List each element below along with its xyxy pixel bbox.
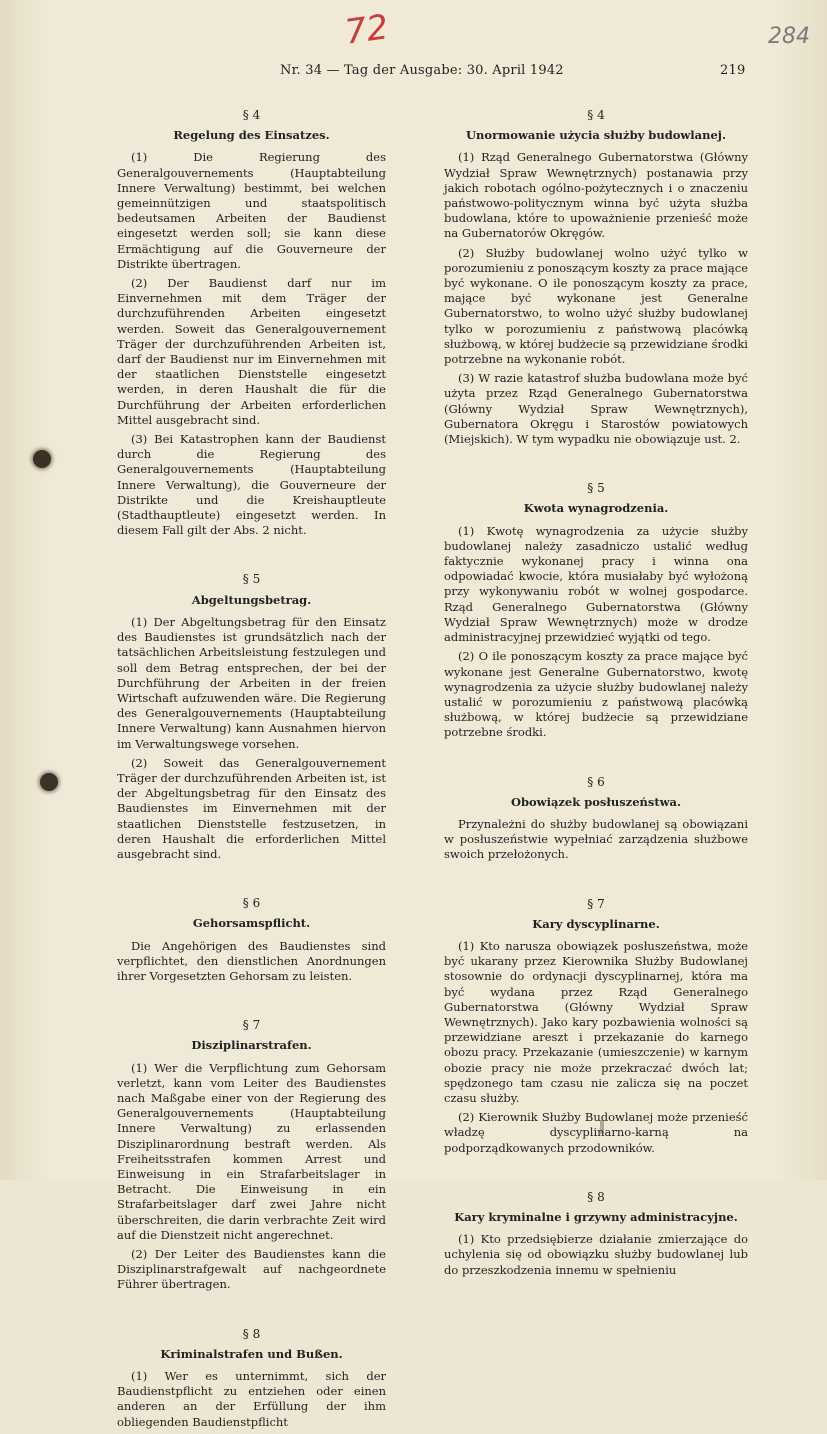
section-spacer [117,1297,386,1321]
section-title: Kary dyscyplinarne. [532,916,660,931]
section-title: Disziplinarstrafen. [191,1038,312,1053]
handwritten-pencil-mark: 284 [768,24,810,49]
paragraph: (2) Służby budowlanej wolno użyć tylko w porozumieniu z ponoszącym koszty za prace mające być wykonane. O ile ponoszącym koszty za prace, mające być wykonane jest Generalne Gubernatorstwo, to wolno użyć służby budowlanej tylko w porozumieniu z państwową placówką służbową, w której budżecie są przewidziane środki potrzebne na wykonanie robót. [444,245,748,367]
paragraph: (1) Die Regierung des Generalgouvernements (Hauptabteilung Innere Verwaltung) bestimmt, bei welchen gemeinnützigen und staatspolitisch bedeutsamen Arbeiten der Baudienst eingesetzt werden soll; sie kann diese Ermächtigung auf die Gouverneure der Distrikte übertragen. [117,150,386,271]
german-column [117,102,386,1434]
section-number: § 7 [587,896,605,911]
section-number: § 6 [242,896,261,911]
paragraph: (2) Der Leiter des Baudienstes kann die Disziplinarstrafgewalt auf nachgeordnete Führer übertragen. [117,1247,386,1292]
paragraph: (3) Bei Katastrophen kann der Baudienst durch die Regierung des Generalgouvernements (Hauptabteilung Innere Verwaltung), die Gouverneure der Distrikte und die Kreishauptleute (Stadthauptleute) eingesetzt werden. In diesem Fall gilt der Abs. 2 nicht. [117,432,386,538]
paragraph: (2) Soweit das Generalgouvernement Träger der durchzuführenden Arbeiten ist, ist der Abgeltungsbetrag für den Einsatz des Baudienstes im Einvernehmen mit der staatlichen Dienststelle festzusetzen, in deren Haushalt die erforderlichen Mittel ausgebracht sind. [117,755,386,861]
punch-hole [33,450,51,468]
paragraph: (1) Kto przedsiębierze działanie zmierzające do uchylenia się od obowiązku służby budowlanej lub do przeszkodzenia innemu w spełnieniu [444,1232,748,1277]
section-number: § 5 [587,481,605,496]
section-number: § 8 [587,1189,605,1204]
paragraph: (3) W razie katastrof służba budowlana może być użyta przez Rząd Generalnego Gubernatorstwa (Główny Wydział Spraw Wewnętrznych), Gubernatora Okręgu i Starostów powiatowych (Miejskich). W tym wypadku nie obowiązuje ust. 2. [444,371,748,447]
section-number: § 4 [587,108,605,122]
section-number: § 7 [242,1018,261,1033]
section-title: Regelung des Einsatzes. [173,128,330,143]
section-title: Unormowanie użycia służby budowlanej. [466,128,726,143]
section-spacer [117,866,386,890]
section-title: Gehorsamspflicht. [192,916,311,931]
paragraph: Die Angehörigen des Baudienstes sind verpflichtet, den dienstlichen Anordnungen ihrer Vorgesetzten Gehorsam zu leisten. [117,938,386,983]
section-spacer [444,1160,748,1184]
paragraph: (1) Kwotę wynagrodzenia za użycie służby budowlanej należy zasadniczo ustalić według faktycznie wykonanej pracy i winna ona odpowiadać kwocie, która musiałaby być wyłożoną przy wykonywaniu robót w wolnej gospodarce. Rząd Generalnego Gubernatorstwa (Główny Wydział Spraw Wewnętrznych) może w drodze administracyjnej przewidzieć wyjątki od tego. [444,523,748,645]
paragraph: (1) Rząd Generalnego Gubernatorstwa (Główny Wydział Spraw Wewnętrznych) postanawia przy jakich robotach ogólno-pożytecznych i o znaczeniu państwowo-politycznym winna być użyta służba budowlana, które to upoważnienie przenieść może na Gubernatorów Okręgów. [444,150,748,241]
section-title: Kary kryminalne i grzywny administracyjne. [454,1209,738,1224]
paragraph: (2) Kierownik Służby Budowlanej może przenieść władzę dyscyplinarno-karną na podporządkowanych przodowników. [444,1110,748,1155]
section-number: § 6 [587,774,605,789]
section-spacer [117,988,386,1012]
section-spacer [444,745,748,769]
paragraph: (1) Kto narusza obowiązek posłuszeństwa, może być ukarany przez Kierownika Służby Budowlanej stosownie do ordynacji dyscyplinarnej, która ma być wydana przez Rząd Generalnego Gubernatorstwa (Główny Wydział Spraw Wewnętrznych). Jako kary pozbawienia wolności są przewidziane areszt i przekazanie do karnego obozu pracy. Przekazanie (umieszczenie) w karnym obozie pracy nie może przekraczać dwóch lat; spędzonego tam czasu nie zalicza się na poczet czasu służby. [444,938,748,1105]
section-title: Abgeltungsbetrag. [191,592,312,607]
section-number: § 5 [242,572,261,587]
paragraph: (1) Wer es unternimmt, sich der Baudienstpflicht zu entziehen oder einen anderen an der Erfüllung der ihm obliegenden Baudienstpflicht [117,1369,386,1429]
section-title: Obowiązek posłuszeństwa. [510,794,682,809]
paragraph: (2) Der Baudienst darf nur im Einvernehmen mit dem Träger der durchzuführenden Arbeiten eingesetzt werden. Soweit das Generalgouvernement Träger der durchzuführenden Arbeiten ist, darf der Baudienst nur im Einvernehmen mit der staatlichen Dienststelle eingesetzt werden, in deren Haushalt die für die Durchführung der Arbeiten erforderlichen Mittel ausgebracht sind. [117,276,386,427]
paragraph: (1) Der Abgeltungsbetrag für den Einsatz des Baudienstes ist grundsätzlich nach der tatsächlichen Arbeitsleistung festzulegen und soll dem Betrag entsprechen, der bei der Durchführung der Arbeiten in der freien Wirtschaft aufzuwenden wäre. Die Regierung des Generalgouvernements (Hauptabteilung Innere Verwaltung) kann Ausnahmen hiervon im Verwaltungswege vorsehen. [117,614,386,751]
section-number: § 8 [242,1326,261,1341]
page-number: 219 [720,63,746,78]
ink-smudge [600,1120,604,1134]
punch-hole [40,773,58,791]
polish-column [444,102,748,1282]
handwritten-red-mark: 72 [342,7,391,53]
section-title: Kwota wynagrodzenia. [523,501,669,516]
section-title: Kriminalstrafen und Bußen. [160,1346,343,1361]
section-number: § 4 [242,108,261,122]
paragraph: Przynależni do służby budowlanej są obowiązani w posłuszeństwie wypełniać zarządzenia służbowe swoich przełożonych. [444,816,748,862]
paragraph: (1) Wer die Verpflichtung zum Gehorsam verletzt, kann vom Leiter des Baudienstes nach Maßgabe einer von der Regierung des Generalgouvernements (Hauptabteilung Innere Verwaltung) zu erlassenden Disziplinarordnung bestraft werden. Als Freiheitsstrafen kommen Arrest und Einweisung in ein Strafarbeitslager in Betracht. Die Einweisung in ein Strafarbeitslager darf zwei Jahre nicht überschreiten, die darin verbrachte Zeit wird auf die Dienstzeit nicht angerechnet. [117,1060,386,1242]
section-spacer [117,542,386,566]
paragraph: (2) O ile ponoszącym koszty za prace mające być wykonane jest Generalne Gubernatorstwo, kwotę wynagrodzenia za użycie służby budowlanej należy ustalić w porozumieniu z państwową placówką służbową, w której budżecie są przewidziane potrzebne środki. [444,649,748,740]
section-spacer [444,867,748,891]
section-spacer [444,451,748,475]
issue-line: Nr. 34 — Tag der Ausgabe: 30. April 1942 [280,63,564,78]
